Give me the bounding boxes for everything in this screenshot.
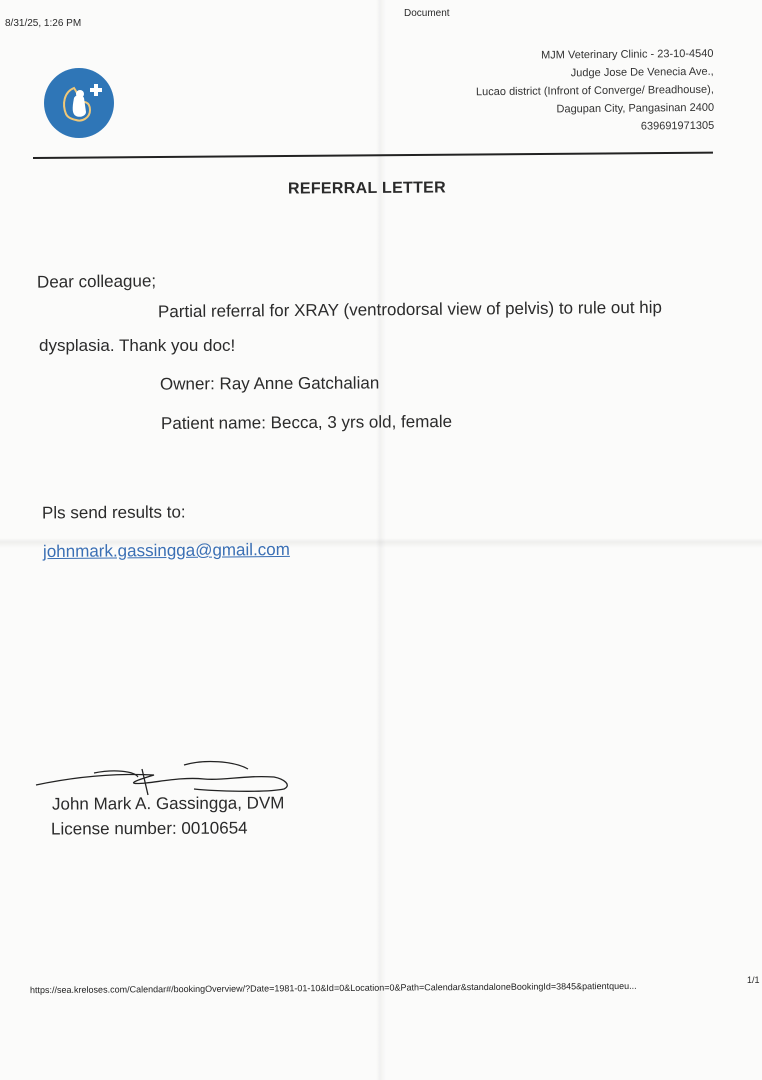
patient-label: Patient name: — [160, 413, 266, 434]
clinic-address-line-3: Dagupan City, Pangasinan 2400 — [556, 101, 715, 116]
signatory-name: John Mark A. Gassingga, DVM — [51, 793, 285, 814]
license-number: License number: 0010654 — [50, 818, 248, 839]
header-divider — [33, 152, 713, 159]
clinic-info — [476, 45, 715, 137]
clinic-phone: 639691971305 — [640, 119, 715, 133]
letter-heading: REFERRAL LETTER — [287, 179, 447, 198]
salutation: Dear colleague; — [36, 271, 157, 292]
owner-name: Ray Anne Gatchalian — [219, 373, 380, 394]
clinic-address-line-1: Judge Jose De Venecia Ave., — [570, 65, 714, 80]
clinic-name: MJM Veterinary Clinic - 23-10-4540 — [541, 47, 714, 62]
patient-line — [161, 412, 452, 434]
clinic-address-line-2: Lucao district (Infront of Converge/ Breadhouse), — [476, 83, 715, 99]
owner-label: Owner: — [159, 374, 215, 394]
print-footer-url: https://sea.kreloses.com/Calendar#/bookingOverview/?Date=1981-01-10&Id=0&Location=0&Path=Calendar&standaloneBookingId=3845&patientqueu... — [29, 980, 637, 996]
body-line-2: dysplasia. Thank you doc! — [39, 336, 236, 355]
print-title: Document — [404, 8, 450, 19]
page-number: 1/1 — [747, 975, 760, 985]
send-results-text: Pls send results to: — [41, 502, 186, 523]
clinic-logo-icon — [44, 68, 114, 138]
owner-line — [160, 373, 379, 394]
patient-details: Becca, 3 yrs old, female — [270, 411, 453, 433]
print-datetime: 8/31/25, 1:26 PM — [5, 18, 82, 29]
body-line-1: Partial referral for XRAY (ventrodorsal view of pelvis) to rule out hip — [157, 297, 662, 322]
email-link[interactable]: johnmark.gassingga@gmail.com — [42, 539, 290, 562]
